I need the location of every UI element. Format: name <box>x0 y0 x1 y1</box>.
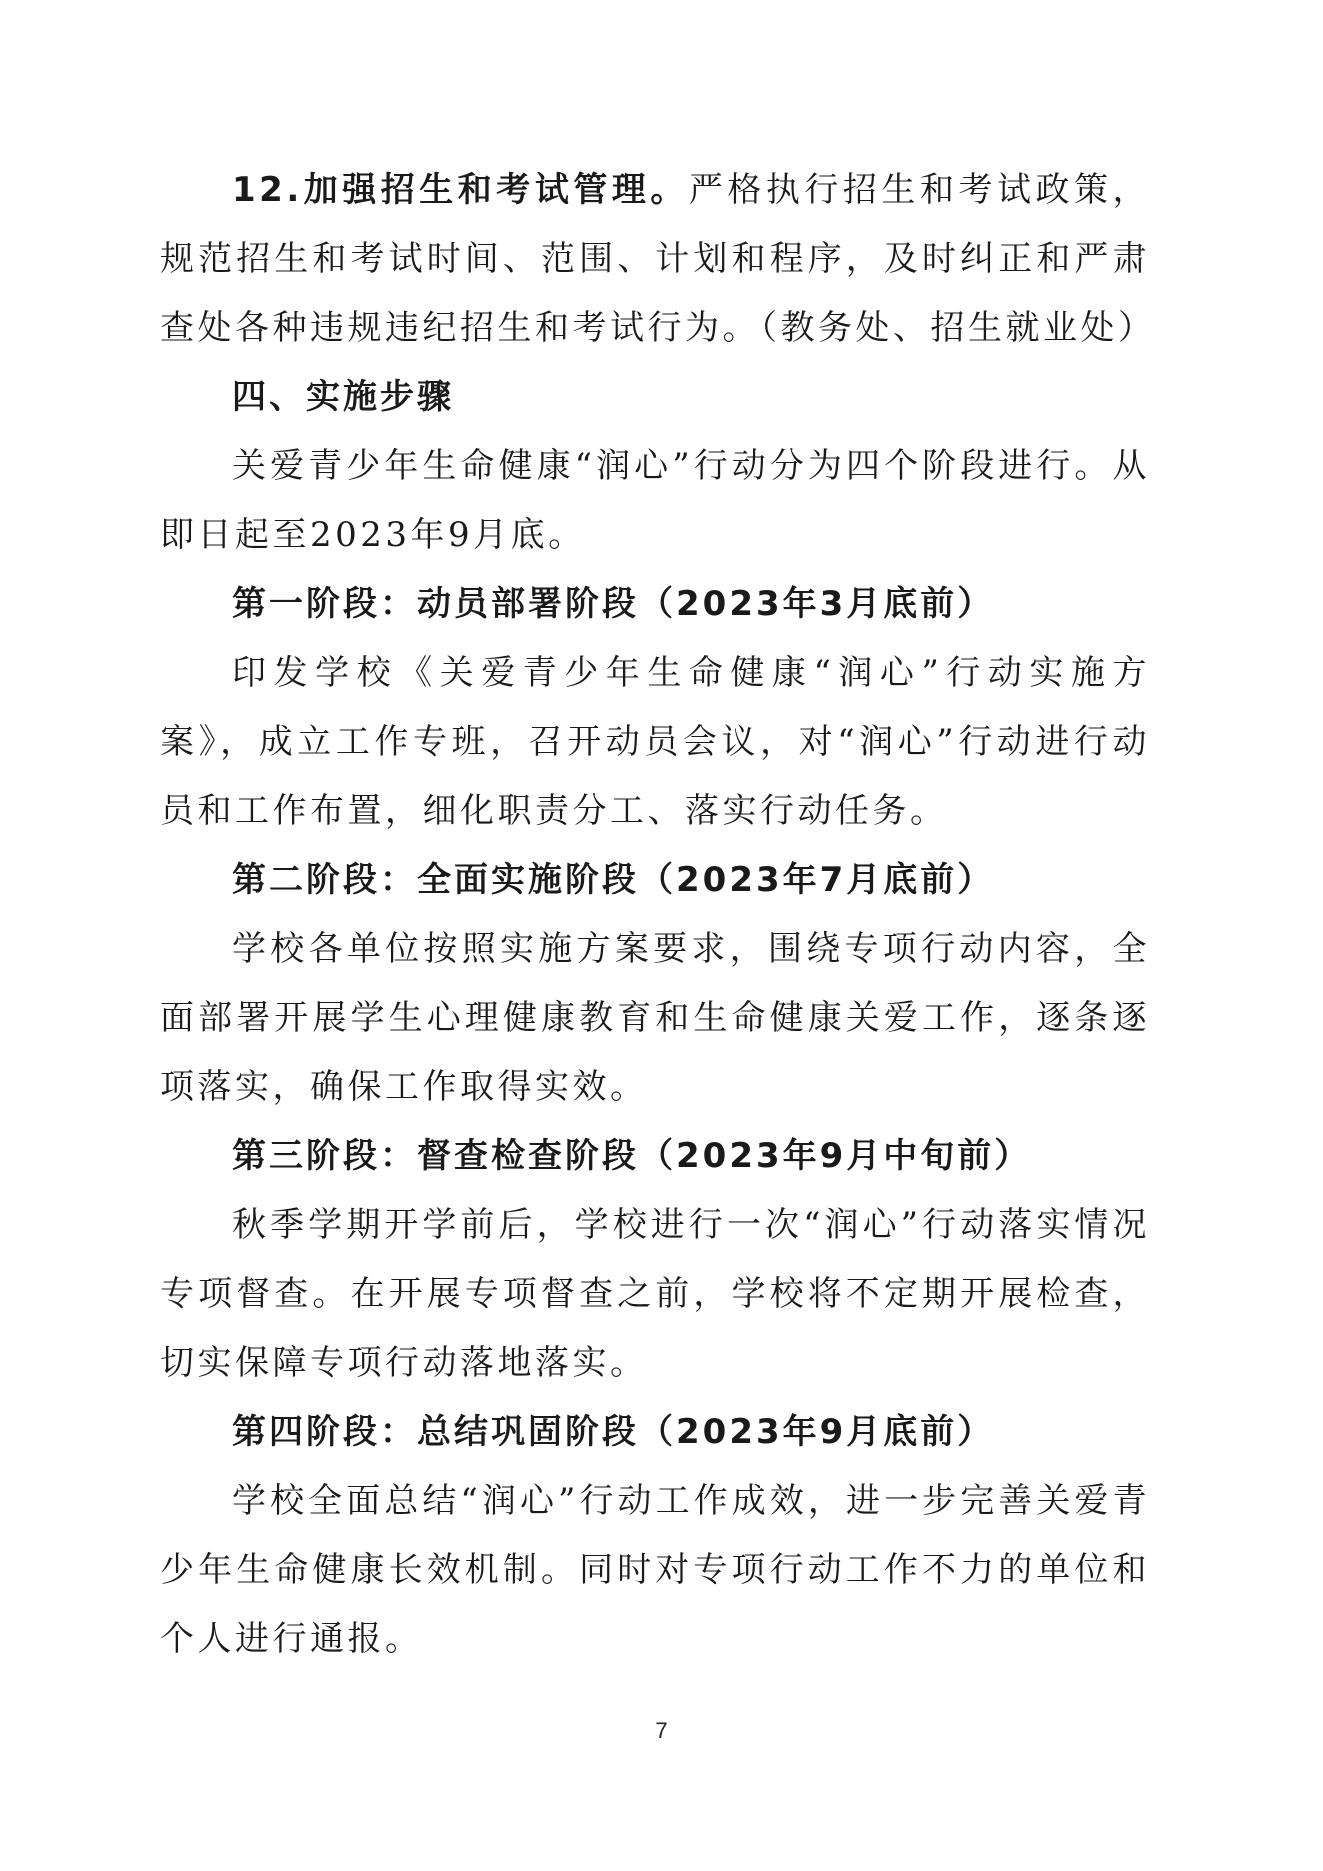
item-12-body: 严格执行招生和考试政策，规范招生和考试时间、范围、计划和程序，及时纠正和严肃查处各种违规违纪招生和考试行为。（教务处、招生就业处） <box>160 170 1156 348</box>
page-number: 7 <box>655 1718 668 1743</box>
document-body <box>160 156 1156 1674</box>
stage-3-title: 第三阶段：督查检查阶段（2023年9月中旬前） <box>232 1136 1032 1176</box>
stage-4-body: 学校全面总结“润心”行动工作成效，进一步完善关爱青少年生命健康长效机制。同时对专项行动工作不力的单位和个人进行通报。 <box>160 1481 1150 1659</box>
item-12-paragraph <box>160 156 1156 363</box>
section-4-title: 四、实施步骤 <box>232 377 454 417</box>
stage-4-title: 第四阶段：总结巩固阶段（2023年9月底前） <box>232 1412 995 1452</box>
section-4-intro: 关爱青少年生命健康“润心”行动分为四个阶段进行。从即日起至2023年9月底。 <box>160 446 1150 555</box>
stage-1-body: 印发学校《关爱青少年生命健康“润心”行动实施方案》，成立工作专班，召开动员会议，对“润心”行动进行动员和工作布置，细化职责分工、落实行动任务。 <box>160 653 1150 831</box>
stage-1-title: 第一阶段：动员部署阶段（2023年3月底前） <box>232 584 995 624</box>
stage-2-body: 学校各单位按照实施方案要求，围绕专项行动内容，全面部署开展学生心理健康教育和生命健康关爱工作，逐条逐项落实，确保工作取得实效。 <box>160 929 1150 1107</box>
item-12-lead: 12.加强招生和考试管理。 <box>232 170 689 210</box>
stage-2-title: 第二阶段：全面实施阶段（2023年7月底前） <box>232 860 995 900</box>
stage-3-body: 秋季学期开学前后，学校进行一次“润心”行动落实情况专项督查。在开展专项督查之前，学校将不定期开展检查，切实保障专项行动落地落实。 <box>160 1205 1150 1383</box>
